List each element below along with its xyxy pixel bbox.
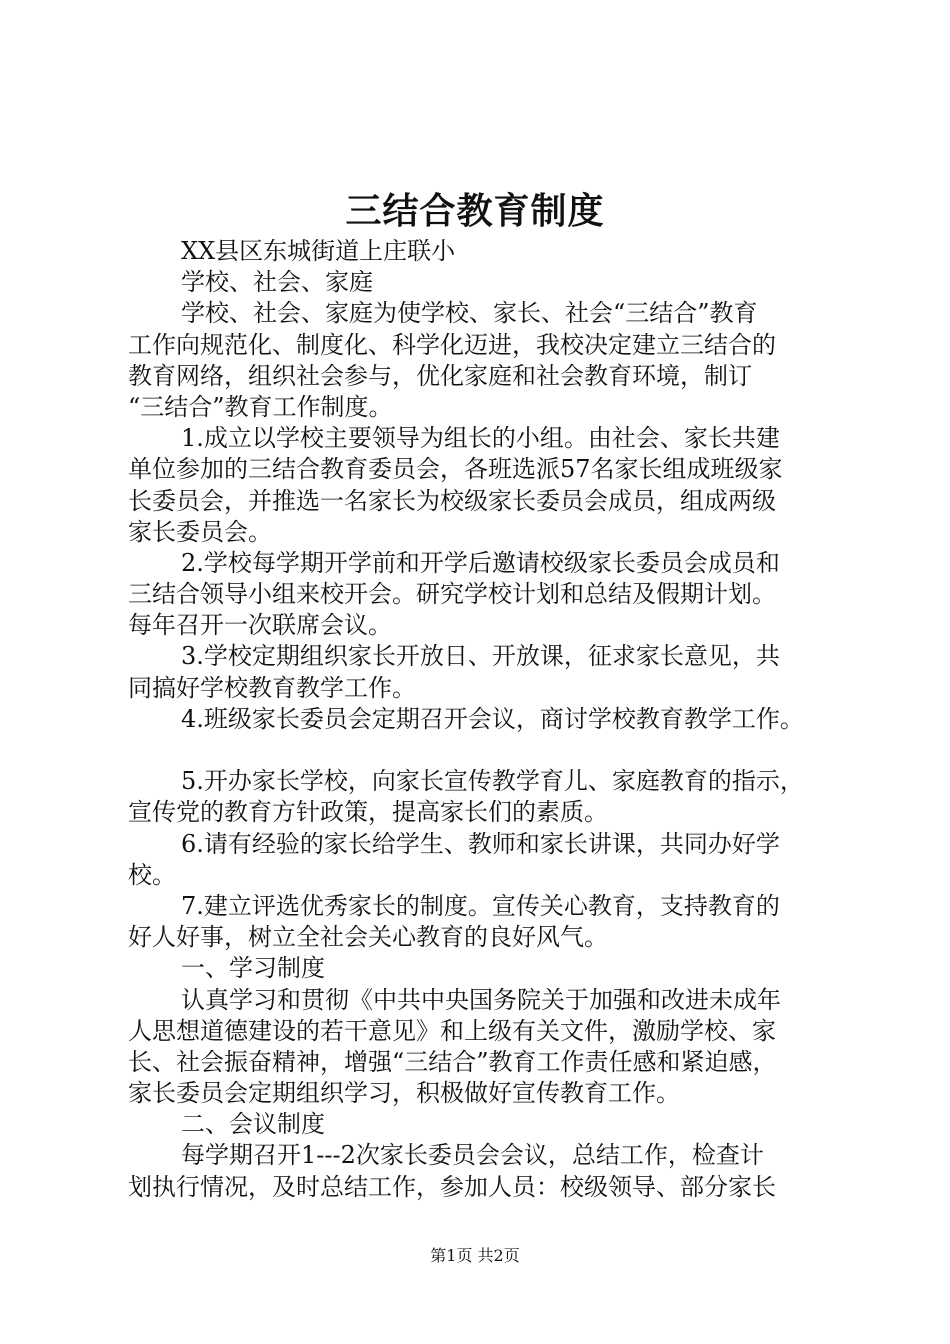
paragraph-line: 工作向规范化、制度化、科学化迈进，我校决定建立三结合的: [128, 330, 776, 359]
subtitle-line: 学校、社会、家庭: [181, 268, 373, 297]
paragraph-line: 三结合领导小组来校开会。研究学校计划和总结及假期计划。: [128, 580, 776, 609]
paragraph-line: 每年召开一次联席会议。: [128, 611, 392, 640]
blank-line: [128, 735, 840, 766]
paragraph-line: 划执行情况，及时总结工作，参加人员：校级领导、部分家长: [128, 1172, 776, 1201]
paragraph-line: 教育网络，组织社会参与，优化家庭和社会教育环境，制订: [128, 361, 752, 390]
section-heading: 一、学习制度: [181, 954, 325, 983]
paragraph-line: 同搞好学校教育教学工作。: [128, 673, 416, 702]
paragraph-line: 认真学习和贯彻《中共中央国务院关于加强和改进未成年: [181, 985, 781, 1014]
paragraph-line: 2.学校每学期开学前和开学后邀请校级家长委员会成员和: [181, 548, 780, 577]
paragraph-line: 5.开办家长学校，向家长宣传教学育儿、家庭教育的指示，: [181, 767, 804, 796]
paragraph-line: 长委员会，并推选一名家长为校级家长委员会成员，组成两级: [128, 486, 776, 515]
paragraph-line: 单位参加的三结合教育委员会，各班选派57名家长组成班级家: [128, 455, 783, 484]
paragraph-line: 校。: [128, 860, 176, 889]
paragraph-line: 1.成立以学校主要领导为组长的小组。由社会、家长共建: [181, 424, 780, 453]
paragraph-line: 7.建立评选优秀家长的制度。宣传关心教育，支持教育的: [181, 891, 780, 920]
paragraph-line: 学校、社会、家庭为使学校、家长、社会“三结合”教育: [181, 299, 758, 328]
paragraph-line: 宣传党的教育方针政策，提高家长们的素质。: [128, 798, 608, 827]
paragraph-line: 长、社会振奋精神，增强“三结合”教育工作责任感和紧迫感，: [128, 1047, 777, 1076]
page-number-footer: 第1页 共2页: [430, 1246, 520, 1265]
paragraph-line: 6.请有经验的家长给学生、教师和家长讲课，共同办好学: [181, 829, 780, 858]
paragraph-line: 家长委员会。: [128, 517, 272, 546]
paragraph-line: 4.班级家长委员会定期召开会议，商讨学校教育教学工作。: [181, 704, 804, 733]
paragraph-line: “三结合”教育工作制度。: [128, 392, 393, 421]
paragraph-line: 每学期召开1---2次家长委员会会议，总结工作，检查计: [181, 1141, 764, 1170]
document-title: 三结合教育制度: [345, 191, 605, 232]
document-body: [128, 236, 840, 1203]
paragraph-line: 好人好事，树立全社会关心教育的良好风气。: [128, 923, 608, 952]
school-name-line: XX县区东城街道上庄联小: [181, 237, 456, 265]
paragraph-line: 3.学校定期组织家长开放日、开放课，征求家长意见，共: [181, 642, 780, 671]
paragraph-line: 家长委员会定期组织学习，积极做好宣传教育工作。: [128, 1079, 680, 1108]
section-heading: 二、会议制度: [181, 1110, 325, 1139]
paragraph-line: 人思想道德建设的若干意见》和上级有关文件，激励学校、家: [128, 1016, 776, 1045]
